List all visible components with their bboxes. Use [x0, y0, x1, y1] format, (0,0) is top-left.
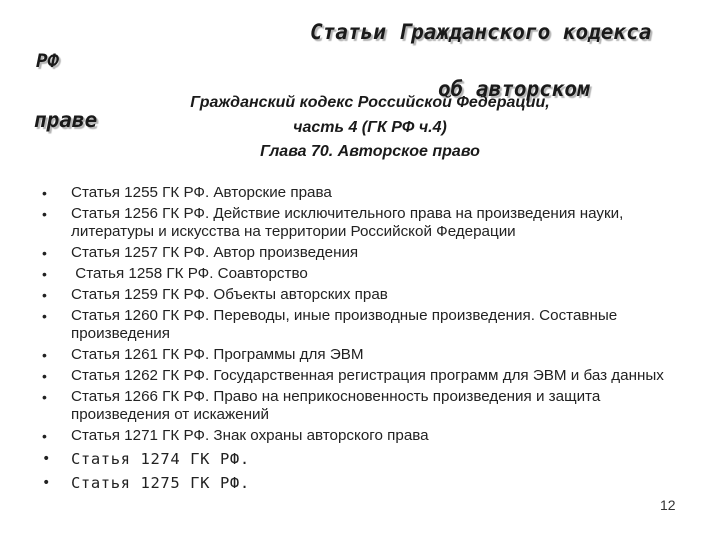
subtitle-line-1: Гражданский кодекс Российской Федерации, [190, 94, 550, 111]
article-1260: • Статья 1260 ГК РФ. Переводы, иные производные произведения. Составные произведения [40, 307, 690, 343]
article-1258: • Статья 1258 ГК РФ. Соавторство [40, 265, 690, 283]
article-1262: • Статья 1262 ГК РФ. Государственная регистрация программ для ЭВМ и баз данных [40, 367, 690, 385]
article-1274: • Статья 1274 ГК РФ. [40, 448, 690, 470]
article-1256: • Статья 1256 ГК РФ. Действие исключительного права на произведения науки, литературы и искусства на территории Российской Федерации [40, 205, 690, 241]
article-1275: • Статья 1275 ГК РФ. [40, 472, 690, 494]
articles-list [40, 184, 690, 496]
title-rf: РФ [36, 50, 59, 72]
subtitle-line-3: Глава 70. Авторское право [260, 143, 480, 160]
article-1255: • Статья 1255 ГК РФ. Авторские права [40, 184, 690, 202]
page-number: 12 [660, 497, 676, 513]
article-1259: • Статья 1259 ГК РФ. Объекты авторских прав [40, 286, 690, 304]
article-1266: • Статья 1266 ГК РФ. Право на неприкосновенность произведения и защита произведения от искажений [40, 388, 690, 424]
title-prave: праве [34, 108, 98, 132]
subtitle-line-2: часть 4 (ГК РФ ч.4) [293, 119, 447, 136]
article-1271: • Статья 1271 ГК РФ. Знак охраны авторского права [40, 427, 690, 445]
title-line-1: Статьи Гражданского кодекса [310, 20, 652, 44]
article-1261: • Статья 1261 ГК РФ. Программы для ЭВМ [40, 346, 690, 364]
title-ob: об авторском [438, 77, 590, 101]
article-1257: • Статья 1257 ГК РФ. Автор произведения [40, 244, 690, 262]
